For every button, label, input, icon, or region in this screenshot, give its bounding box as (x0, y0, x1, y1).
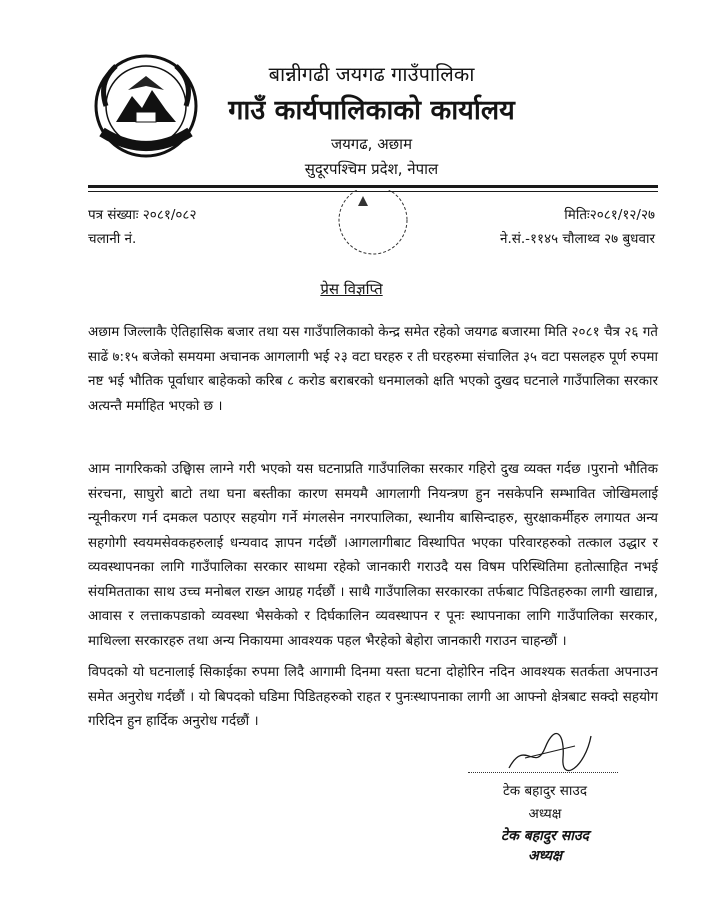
signature-scribble (505, 728, 595, 778)
body-paragraph-1: अछाम जिल्लाकै ऐतिहासिक बजार तथा यस गाउँपालिकाको केन्द्र समेत रहेको जयगढ बजारमा मिति २०८१ चैत्र २६ गते साढें ७:१५ बजेको समयमा अचानक आगलागी भई २३ वटा घरहरु र ती घरहरुमा संचालित ३५ वटा पसलहरु पूर्ण रुपमा नष्ट भई भौतिक पूर्वाधार बाहेकको करिब ८ करोड बराबरको धनमालको क्षति भएको दुखद घटनाले गाउँपालिका सरकार अत्यन्तै मर्माहित भएको छ । (88, 324, 658, 414)
dispatch-number: चलानी नं. (88, 231, 137, 247)
date-block (500, 203, 655, 251)
reference-block (88, 203, 196, 251)
stamp-signatory-title: अध्यक्ष (527, 848, 563, 864)
office-name-line1: बान्नीगढी जयगढ गाउँपालिका (268, 62, 475, 86)
office-address-line1: जयगढ, अछाम (330, 135, 413, 153)
letter-number: पत्र संख्याः २०८१/०८२ (88, 207, 197, 223)
signature-line (468, 772, 618, 773)
office-address-line2: सुदूरपश्चिम प्रदेश, नेपाल (304, 160, 439, 178)
date-bs: मितिः२०८१/१२/२७ (564, 207, 655, 223)
press-release-title: प्रेस विज्ञप्ति (320, 280, 383, 298)
body-paragraph-2: आम नागरिकको उछ्विास लाग्ने गरी भएको यस घटनाप्रति गाउँपालिका सरकार गहिरो दुख व्यक्त गर्दछ ।पुरानो भौतिक संरचना, साघुरो बाटो तथा घना बस्तीका कारण समयमै आगलागी नियन्त्रण हुन नसकेपनि सम्भावित जोखिमलाई न्यूनीकरण गर्न दमकल पठाएर सहयोग गर्ने मंगलसेन नगरपालिका, स्थानीय बासिन्दाहरु, सुरक्षाकर्मीहरु लगायत अन्य सहगोगी स्वयमसेवकहरुलाई धन्यवाद ज्ञापन गर्दछौं ।आगलागीबाट विस्थापित भएका परिवारहरुको तत्काल उद्धार र व्यवस्थापनका लागि गाउँपालिका सरकार साथमा रहेको जानकारी गराउदै यस विषम परिस्थितिमा हतोत्साहित नभई संयमितताका साथ उच्च मनोबल राख्न आग्रह गर्दछौं । साथै गाउँपालिका सरकारका तर्फबाट पिडितहरुका लागी खाद्यान्न, आवास र लत्ताकपडाको व्यवस्था भैसकेको र दिर्घकालिन व्यवस्थापन र पूनः स्थापनाका लागि गाउँपालिका सरकार, माथिल्ला सरकारहरु तथा अन्य निकायमा आवश्यक पहल भैरहेको बेहोरा जानकारी गराउन चाहन्छौं । (88, 461, 658, 649)
body-paragraph-3: विपदको यो घटनालाई सिकाईका रुपमा लिदै आगामी दिनमा यस्ता घटना दोहोरिन नदिन आवश्यक सतर्कता अपनाउन समेत अनुरोध गर्दछौं । यो बिपदको घडिमा पिडितहरुको राहत र पुनःस्थापनाका लागी आ आफ्नो क्षेत्रबाट सक्दो सहयोग गरिदिन हुन हार्दिक अनुरोध गर्दछौं । (88, 664, 658, 729)
date-nepal-sambat: ने.सं.-११४५ चौलाथ्व २७ बुधवार (499, 231, 655, 247)
header-rule-thick (88, 185, 658, 188)
stamp-signatory-name: टेक बहादुर साउद (501, 828, 589, 844)
office-name-line2: गाउँ कार्यपालिकाको कार्यालय (228, 95, 515, 126)
signatory-name: टेक बहादुर साउद (502, 783, 587, 799)
signatory-title: अध्यक्ष (528, 806, 562, 822)
office-seal-stamp (318, 190, 428, 260)
